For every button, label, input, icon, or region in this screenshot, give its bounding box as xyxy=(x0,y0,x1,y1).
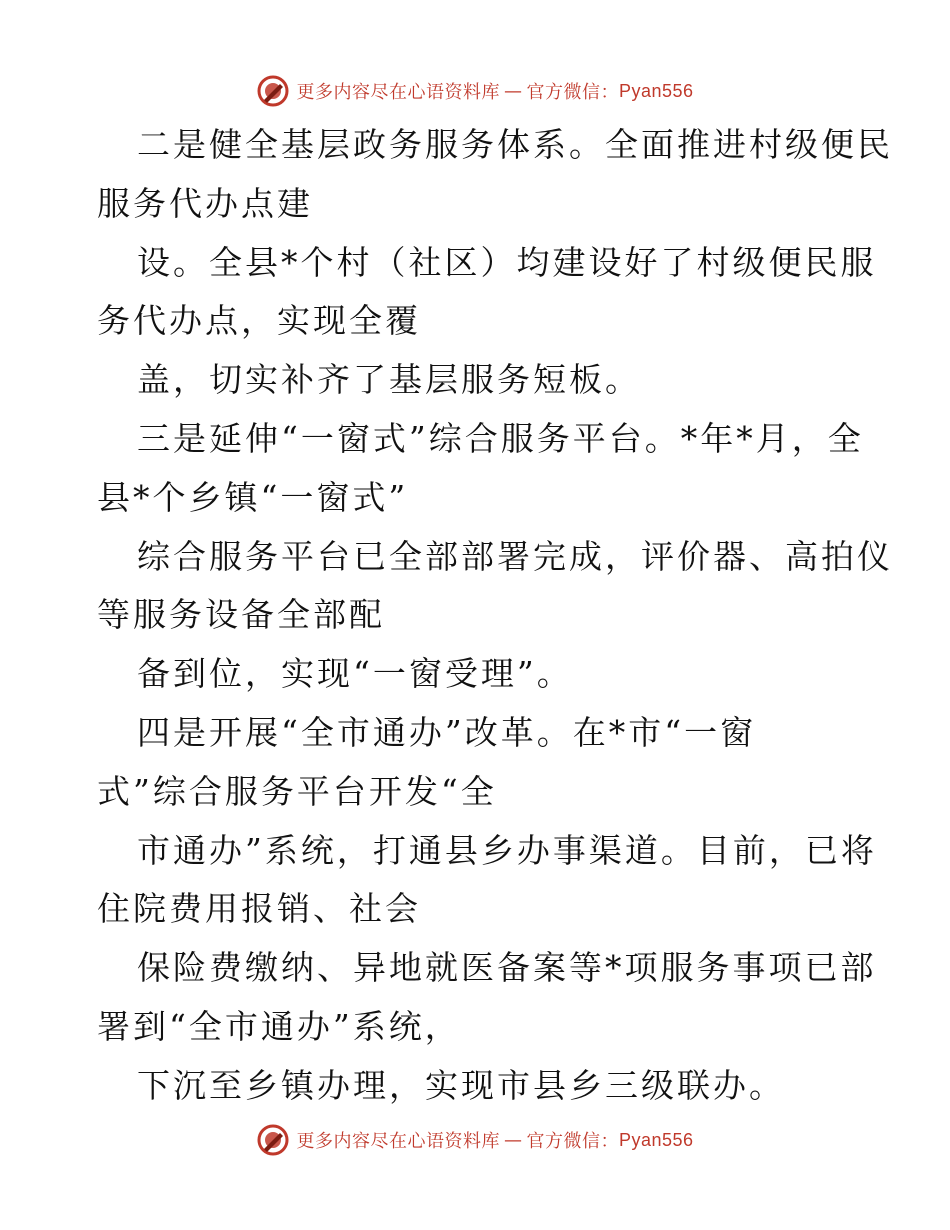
pen-circle-logo-icon xyxy=(256,1123,290,1157)
text-line: 四是开展“全市通办”改革。在*市“一窗 xyxy=(137,712,757,752)
text-line: 综合服务平台已全部部署完成，评价器、高拍仪 xyxy=(137,536,893,576)
text-line: 服务代办点建 xyxy=(97,183,313,223)
watermark-wechat-id: Pyan556 xyxy=(618,1129,694,1150)
text-line: 式”综合服务平台开发“全 xyxy=(97,771,497,811)
text-line: 市通办”系统，打通县乡办事渠道。目前，已将 xyxy=(137,830,877,870)
text-line: 保险费缴纳、异地就医备案等*项服务事项已部 xyxy=(137,948,877,988)
pen-circle-logo-icon xyxy=(256,74,290,108)
watermark-text: 更多内容尽在心语资料库 xyxy=(296,82,500,103)
text-line: 下沉至乡镇办理，实现市县乡三级联办。 xyxy=(137,1065,785,1105)
watermark-text: 更多内容尽在心语资料库 xyxy=(296,1131,500,1152)
watermark-official-label: 官方微信： xyxy=(526,1131,619,1152)
watermark-dash: — xyxy=(503,80,523,102)
text-line: 县*个乡镇“一窗式” xyxy=(97,477,409,517)
text-line: 盖，切实补齐了基层服务短板。 xyxy=(137,360,641,400)
watermark-official-label: 官方微信： xyxy=(526,82,619,103)
watermark-wechat-id: Pyan556 xyxy=(618,80,694,101)
text-line: 三是延伸“一窗式”综合服务平台。*年*月，全 xyxy=(137,418,864,458)
text-line: 备到位，实现“一窗受理”。 xyxy=(137,654,573,694)
text-line: 设。全县*个村（社区）均建设好了村级便民服 xyxy=(137,242,877,282)
watermark-dash: — xyxy=(503,1129,523,1151)
text-line: 二是健全基层政务服务体系。全面推进村级便民 xyxy=(137,125,893,164)
header-watermark xyxy=(0,71,950,111)
text-line: 等服务设备全部配 xyxy=(97,595,385,635)
text-line: 署到“全市通办”系统， xyxy=(97,1006,461,1046)
footer-watermark xyxy=(0,1120,950,1160)
text-line: 务代办点，实现全覆 xyxy=(97,301,421,341)
document-body xyxy=(97,116,893,1116)
text-line: 住院费用报销、社会 xyxy=(97,889,421,929)
